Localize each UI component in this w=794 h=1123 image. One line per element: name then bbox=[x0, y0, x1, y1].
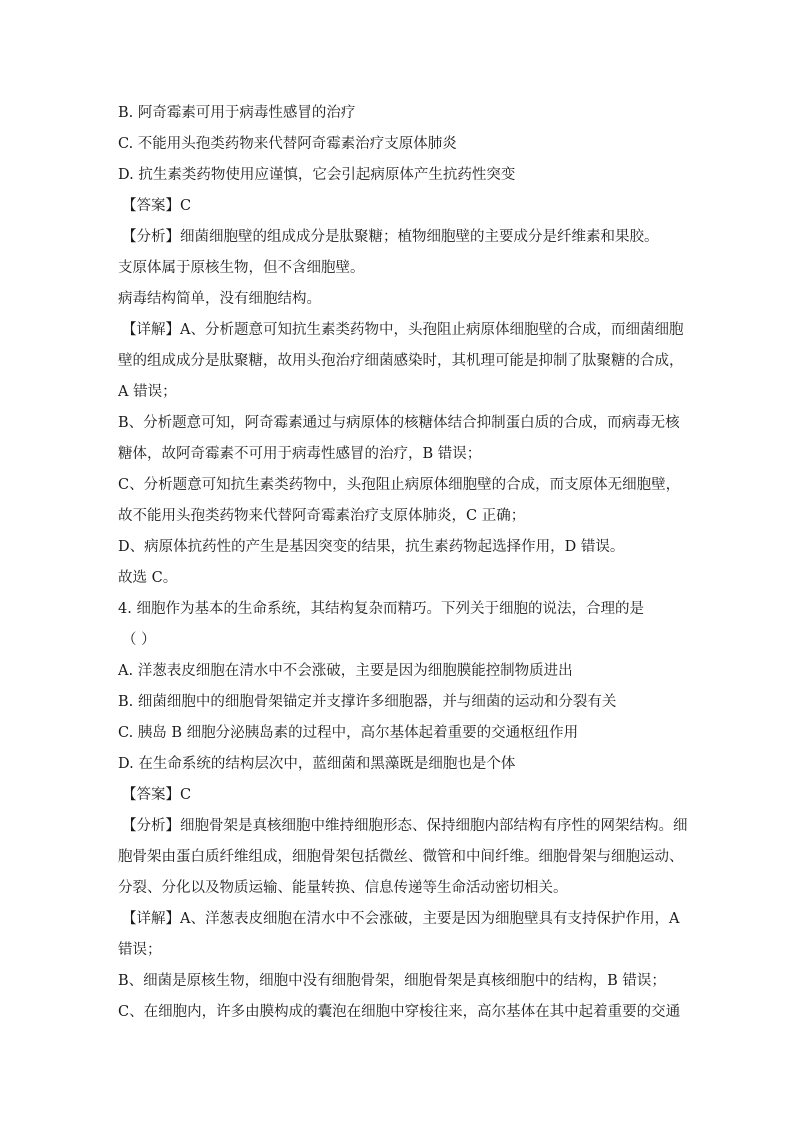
option-a: A. 洋葱表皮细胞在清水中不会涨破，主要是因为细胞膜能控制物质进出 bbox=[118, 663, 573, 679]
analysis-paragraph: 胞骨架由蛋白质纤维组成，细胞骨架包括微丝、微管和中间纤维。细胞骨架与细胞运动、 bbox=[118, 849, 684, 865]
question-stem: 4. 细胞作为基本的生命系统，其结构复杂而精巧。下列关于细胞的说法，合理的是 bbox=[118, 601, 644, 617]
option-b: B. 阿奇霉素可用于病毒性感冒的治疗 bbox=[118, 105, 356, 121]
explanation-paragraph: 【详解】A、洋葱表皮细胞在清水中不会涨破，主要是因为细胞壁具有支持保护作用，A bbox=[122, 911, 680, 927]
answer-blank: （ ） bbox=[122, 632, 156, 648]
analysis-paragraph: 病毒结构简单，没有细胞结构。 bbox=[118, 291, 321, 307]
explanation-paragraph: C、在细胞内，许多由膜构成的囊泡在细胞中穿梭往来，高尔基体在其中起着重要的交通 bbox=[118, 1004, 681, 1020]
explanation-paragraph: 错误； bbox=[118, 942, 162, 958]
answer-label: 【答案】C bbox=[122, 198, 192, 214]
answer-label: 【答案】C bbox=[122, 787, 192, 803]
explanation-paragraph: 糖体，故阿奇霉素不可用于病毒性感冒的治疗，B 错误； bbox=[118, 446, 482, 462]
analysis-paragraph: 【分析】细菌细胞壁的组成成分是肽聚糖；植物细胞壁的主要成分是纤维素和果胶。 bbox=[122, 229, 659, 245]
explanation-paragraph: D、病原体抗药性的产生是基因突变的结果，抗生素药物起选择作用，D 错误。 bbox=[118, 539, 625, 555]
analysis-paragraph: 【分析】细胞骨架是真核细胞中维持细胞形态、保持细胞内部结构有序性的网架结构。细 bbox=[122, 818, 688, 834]
option-b: B. 细菌细胞中的细胞骨架锚定并支撑许多细胞器，并与细菌的运动和分裂有关 bbox=[118, 694, 617, 710]
explanation-paragraph: A 错误； bbox=[118, 384, 177, 400]
option-d: D. 抗生素类药物使用应谨慎，它会引起病原体产生抗药性突变 bbox=[118, 167, 516, 183]
explanation-paragraph: 壁的组成成分是肽聚糖，故用头孢治疗细菌感染时，其机理可能是抑制了肽聚糖的合成， bbox=[118, 353, 684, 369]
explanation-paragraph: 【详解】A、分析题意可知抗生素类药物中，头孢阻止病原体细胞壁的合成，而细菌细胞 bbox=[122, 322, 684, 338]
explanation-paragraph: B、分析题意可知，阿奇霉素通过与病原体的核糖体结合抑制蛋白质的合成，而病毒无核 bbox=[118, 415, 680, 431]
analysis-paragraph: 支原体属于原核生物，但不含细胞壁。 bbox=[118, 260, 365, 276]
explanation-paragraph: 故不能用头孢类药物来代替阿奇霉素治疗支原体肺炎，C 正确； bbox=[118, 508, 526, 524]
explanation-paragraph: B、细菌是原核生物，细胞中没有细胞骨架，细胞骨架是真核细胞中的结构，B 错误； bbox=[118, 973, 666, 989]
option-d: D. 在生命系统的结构层次中，蓝细菌和黑藻既是细胞也是个体 bbox=[118, 756, 516, 772]
analysis-paragraph: 分裂、分化以及物质运输、能量转换、信息传递等生命活动密切相关。 bbox=[118, 880, 568, 896]
option-c: C. 胰岛 B 细胞分泌胰岛素的过程中，高尔基体起着重要的交通枢纽作用 bbox=[118, 725, 579, 741]
conclusion-text: 故选 C。 bbox=[118, 570, 178, 586]
explanation-paragraph: C、分析题意可知抗生素类药物中，头孢阻止病原体细胞壁的合成，而支原体无细胞壁， bbox=[118, 477, 681, 493]
option-c: C. 不能用头孢类药物来代替阿奇霉素治疗支原体肺炎 bbox=[118, 136, 457, 152]
